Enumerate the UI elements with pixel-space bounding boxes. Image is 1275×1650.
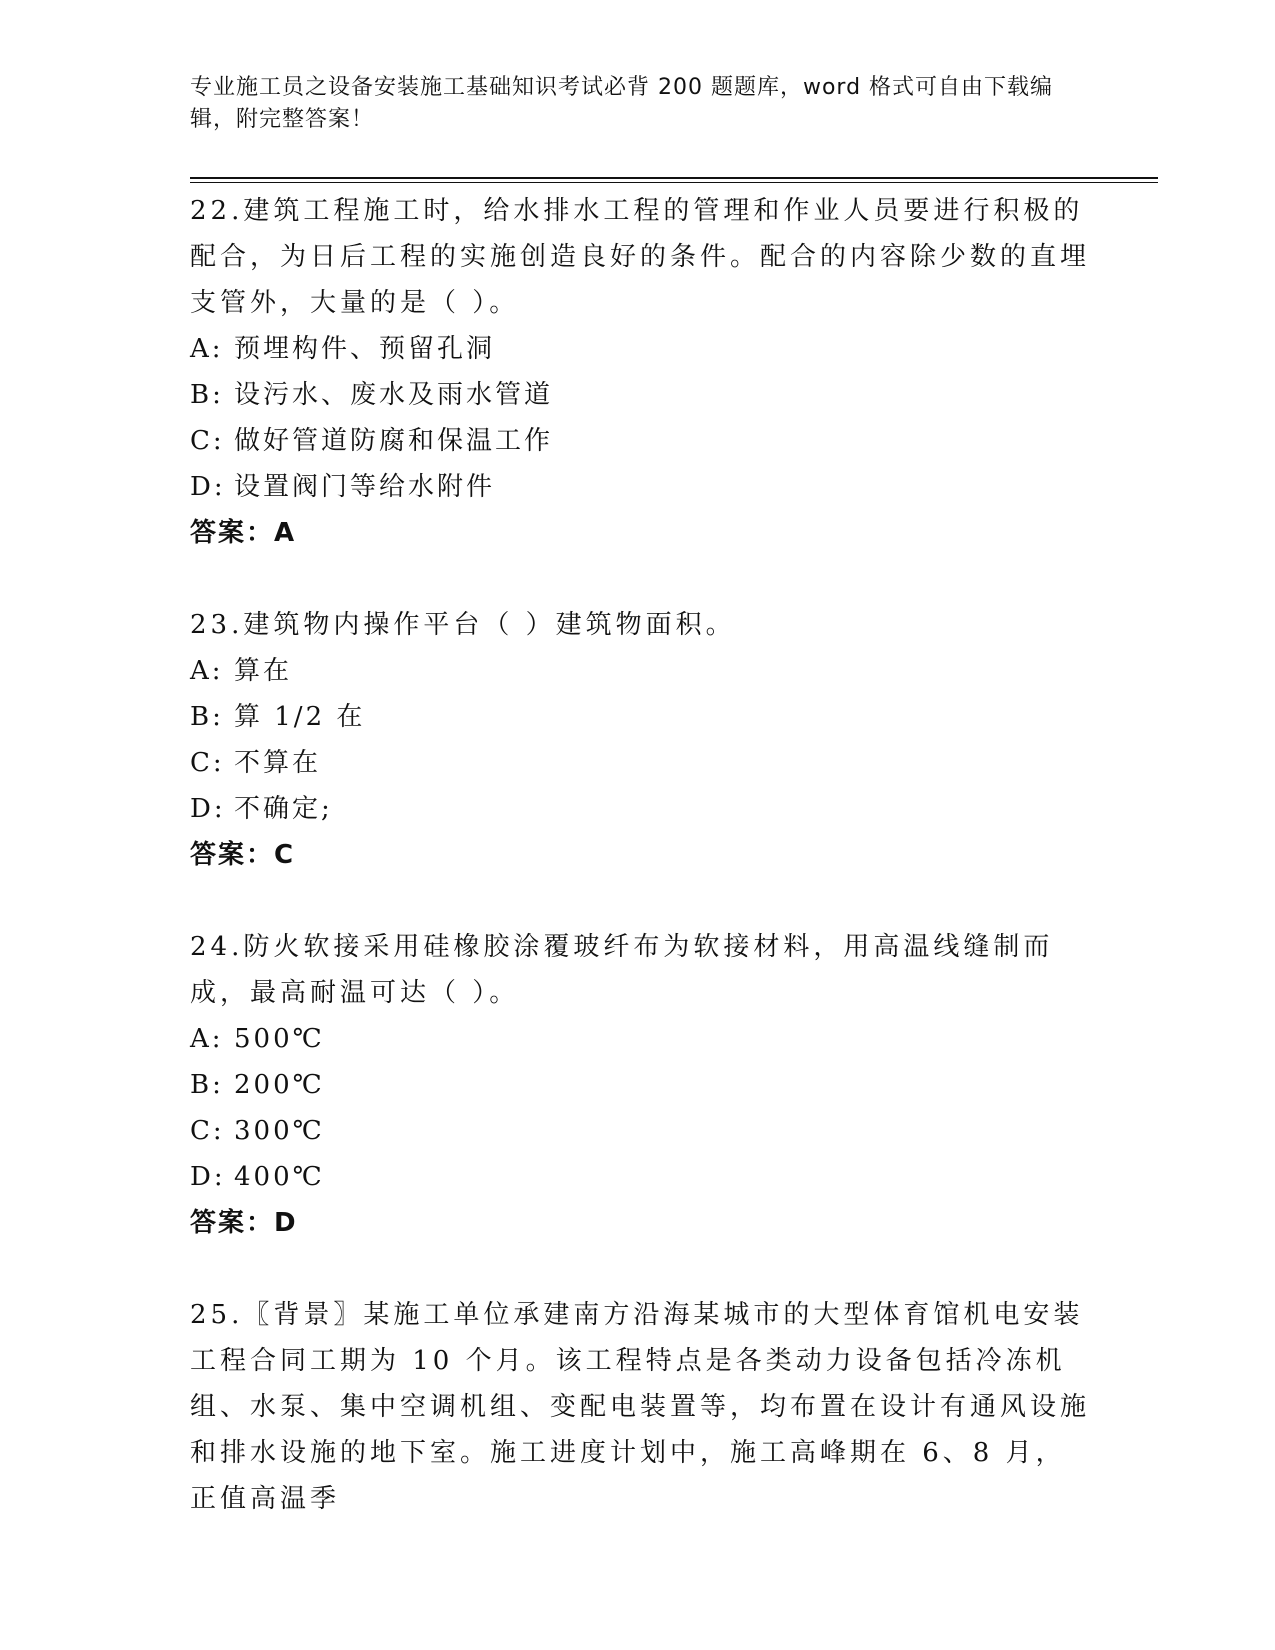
question-text: 24.防火软接采用硅橡胶涂覆玻纤布为软接材料，用高温线缝制而成，最高耐温可达（ ）。 [190, 932, 1054, 1008]
option-c [190, 418, 1090, 464]
question-22 [190, 188, 1090, 556]
option-b [190, 1062, 1090, 1108]
option-text: 不算在 [234, 748, 322, 778]
option-b [190, 694, 1090, 740]
answer-label: 答案：A [190, 518, 297, 548]
option-text: 算在 [234, 656, 293, 686]
option-text: 不确定; [234, 794, 333, 824]
question-spacer [190, 556, 1090, 602]
option-text: 设污水、废水及雨水管道 [234, 380, 554, 410]
question-text: 23.建筑物内操作平台（ ）建筑物面积。 [190, 610, 736, 640]
option-text: 500℃ [234, 1024, 325, 1054]
question-25 [190, 1292, 1090, 1522]
option-letter: D: [190, 794, 226, 824]
question-24 [190, 924, 1090, 1246]
option-letter: B: [190, 1070, 224, 1100]
header-rule-thick [190, 177, 1158, 179]
question-list [190, 188, 1090, 1522]
option-letter: D: [190, 472, 226, 502]
option-c [190, 1108, 1090, 1154]
option-letter: A: [190, 1024, 224, 1054]
option-d [190, 1154, 1090, 1200]
option-text: 200℃ [234, 1070, 325, 1100]
option-letter: D: [190, 1162, 226, 1192]
answer-label: 答案：C [190, 840, 296, 870]
question-spacer [190, 878, 1090, 924]
question-23 [190, 602, 1090, 878]
option-text: 300℃ [234, 1116, 325, 1146]
option-text: 做好管道防腐和保温工作 [234, 426, 554, 456]
option-d [190, 464, 1090, 510]
option-letter: C: [190, 1116, 225, 1146]
option-b [190, 372, 1090, 418]
option-letter: C: [190, 426, 225, 456]
option-c [190, 740, 1090, 786]
question-text: 25.〖背景〗某施工单位承建南方沿海某城市的大型体育馆机电安装工程合同工期为 10 个月。该工程特点是各类动力设备包括冷冻机组、水泵、集中空调机组、变配电装置等，均布置在设计有通风设施和排水设施的地下室。施工进度计划中，施工高峰期在 6、8 月，正值高温季 [190, 1300, 1091, 1514]
option-text: 设置阀门等给水附件 [234, 472, 496, 502]
option-a [190, 1016, 1090, 1062]
document-header: 专业施工员之设备安装施工基础知识考试必背 200 题题库，word 格式可自由下载编辑，附完整答案！ [190, 75, 1054, 132]
option-text: 预埋构件、预留孔洞 [234, 334, 496, 364]
question-spacer [190, 1246, 1090, 1292]
option-text: 算 1/2 在 [234, 702, 366, 732]
option-letter: B: [190, 380, 224, 410]
header-rule-thin [190, 182, 1158, 183]
question-text: 22.建筑工程施工时，给水排水工程的管理和作业人员要进行积极的配合，为日后工程的实施创造良好的条件。配合的内容除少数的直埋支管外，大量的是（ ）。 [190, 196, 1091, 318]
option-letter: A: [190, 334, 224, 364]
option-letter: B: [190, 702, 224, 732]
option-a [190, 648, 1090, 694]
option-letter: C: [190, 748, 225, 778]
option-a [190, 326, 1090, 372]
option-letter: A: [190, 656, 224, 686]
answer-label: 答案：D [190, 1208, 298, 1238]
option-d [190, 786, 1090, 832]
option-text: 400℃ [234, 1162, 325, 1192]
